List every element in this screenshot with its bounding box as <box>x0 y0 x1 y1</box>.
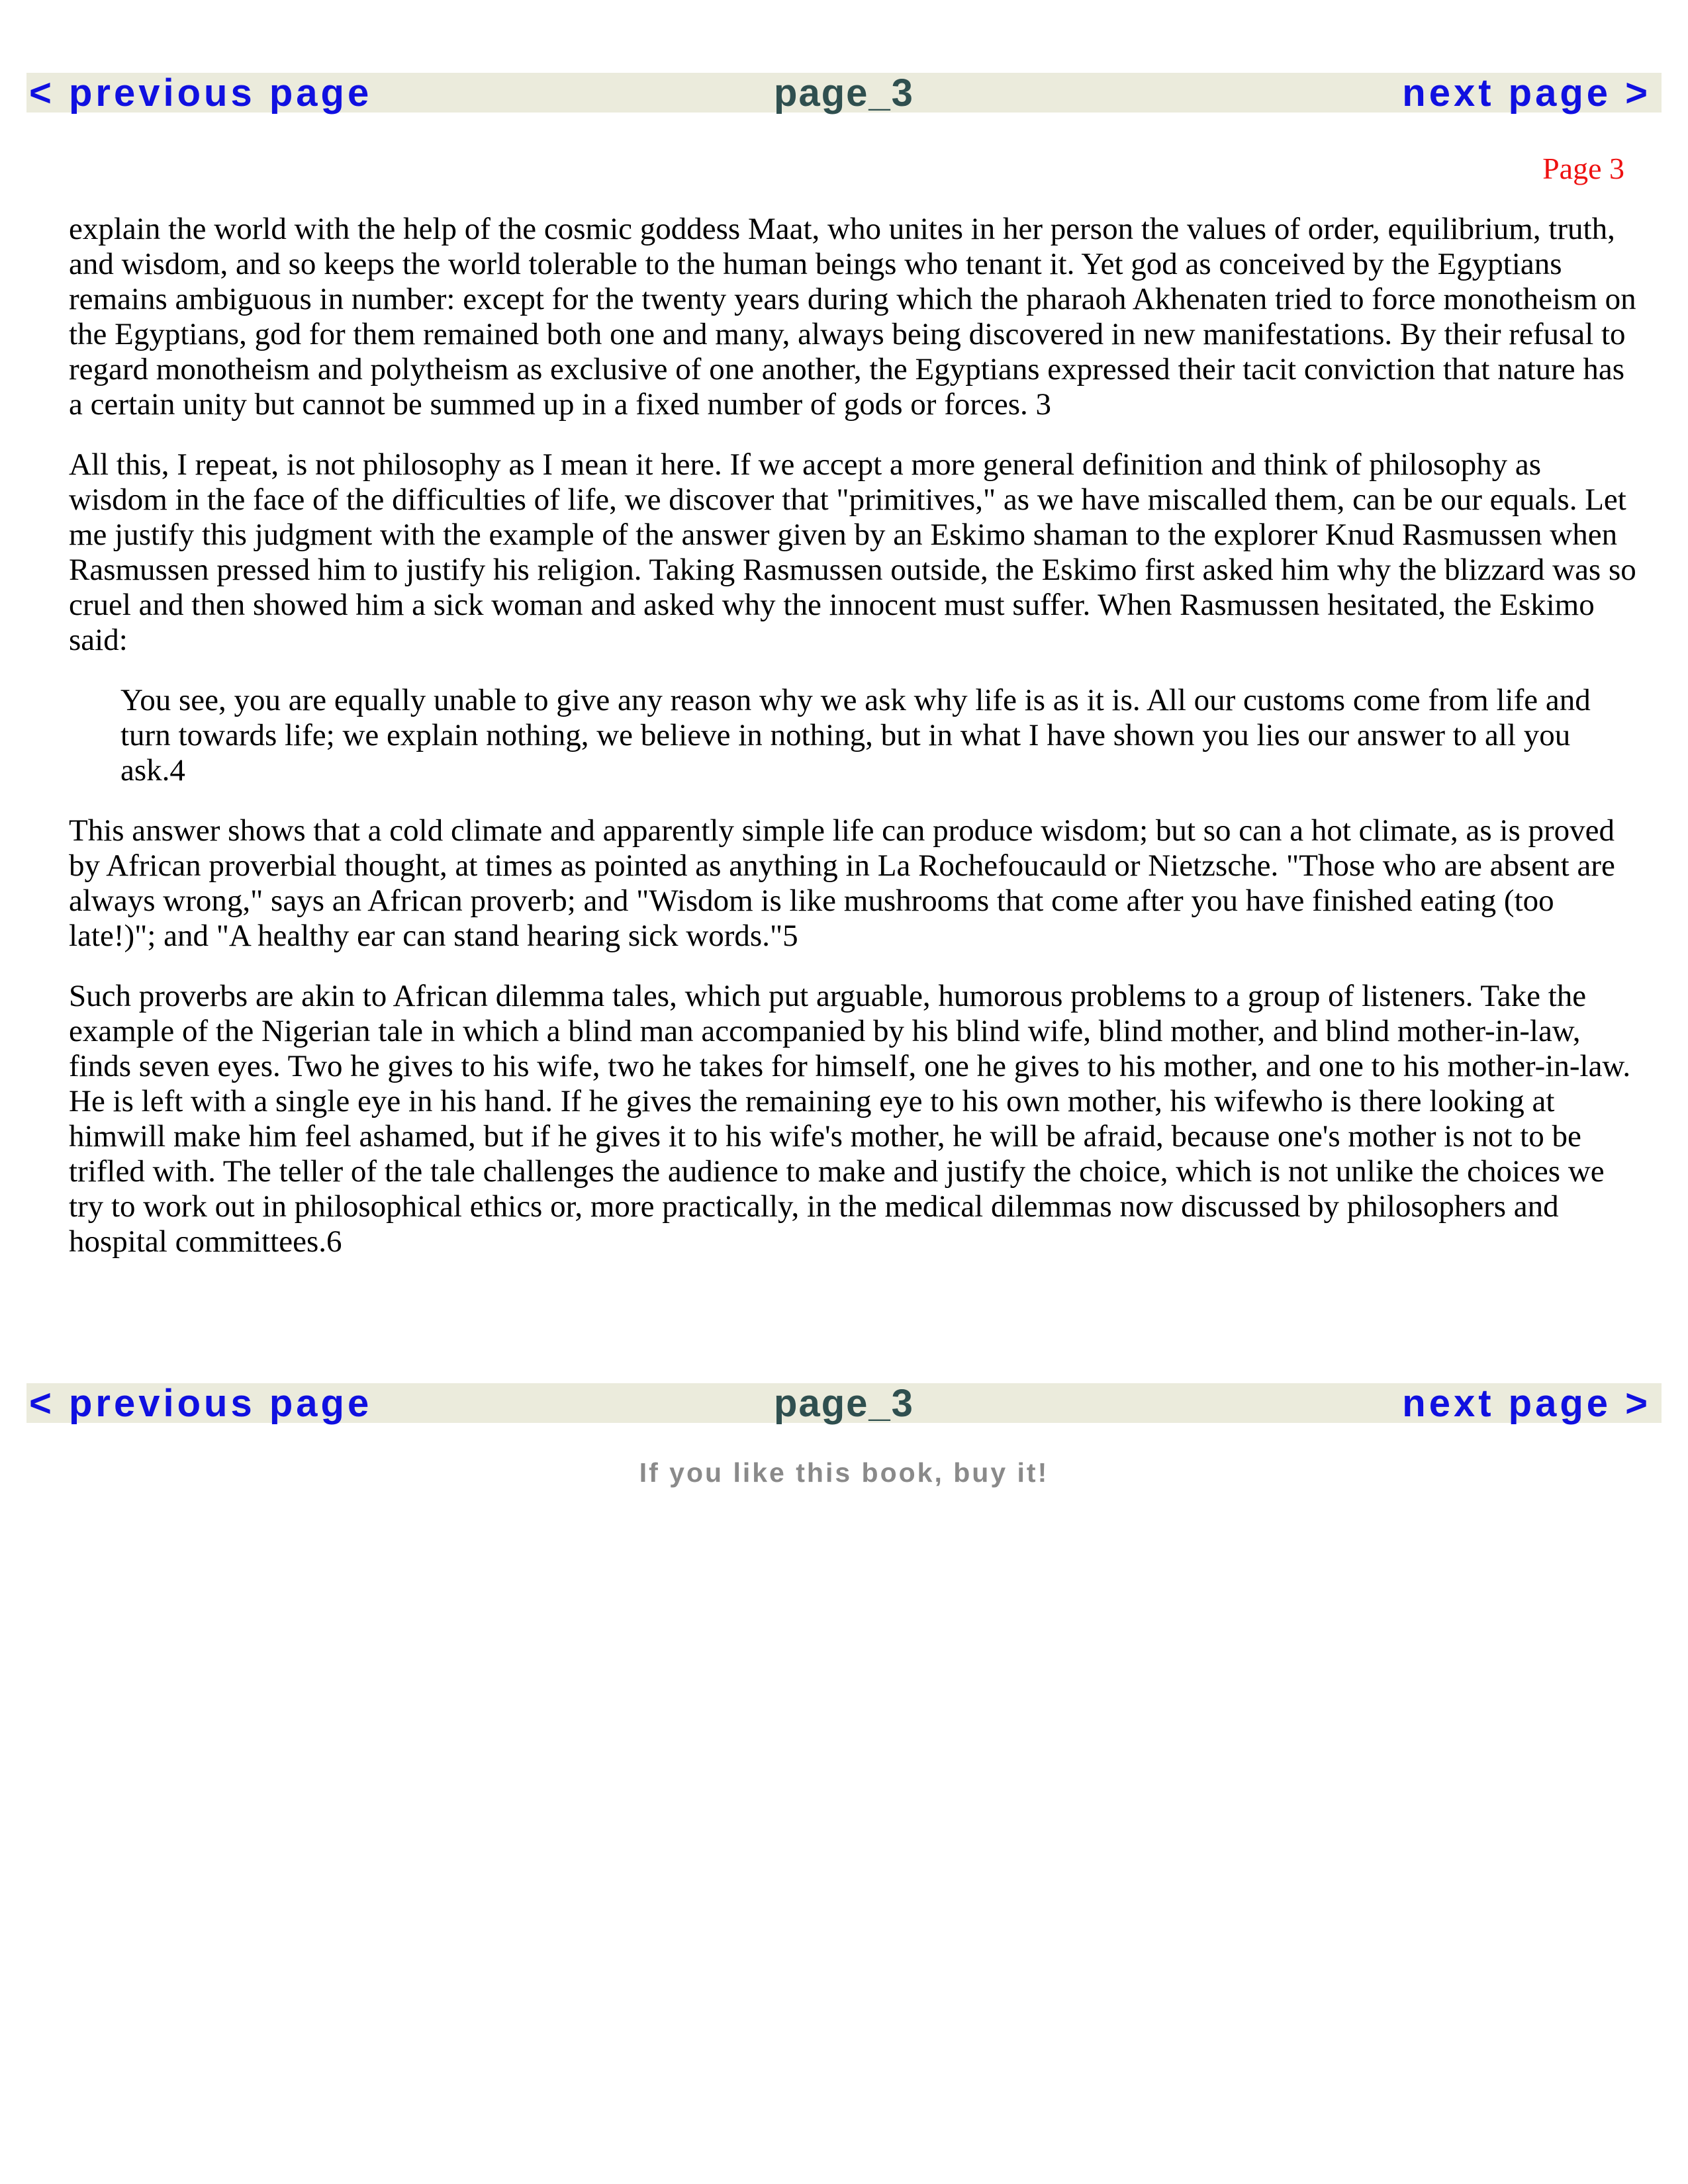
paragraph-egyptian-gods: explain the world with the help of the cosmic goddess Maat, who unites in her person the values of order, equilibrium, truth, and wisdom, and so keeps the world tolerable to the human beings who tenant it. Yet god as conceived by the Egyptians remains ambiguous in number: except for the twenty years during which the pharaoh Akhenaten tried to force monotheism on the Egyptians, god for them remained both one and many, always being discovered in new manifestations. By their refusal to regard monotheism and polytheism as exclusive of one another, the Egyptians expressed their tacit conviction that nature has a certain unity but cannot be summed up in a fixed number of gods or forces. 3 <box>69 212 1636 422</box>
paragraph-eskimo-shaman: All this, I repeat, is not philosophy as I mean it here. If we accept a more general definition and think of philosophy as wisdom in the face of the difficulties of life, we discover that "primitives," as we have miscalled them, can be our equals. Let me justify this judgment with the example of the answer given by an Eskimo shaman to the explorer Knud Rasmussen when Rasmussen pressed him to justify his religion. Taking Rasmussen outside, the Eskimo first asked him why the blizzard was so cruel and then showed him a sick woman and asked why the innocent must suffer. When Rasmussen hesitated, the Eskimo said: <box>69 447 1636 657</box>
paragraph-african-proverbs: This answer shows that a cold climate and apparently simple life can produce wisdom; but so can a hot climate, as is proved by African proverbial thought, at times as pointed as anything in La Rochefoucauld or Nietzsche. "Those who are absent are always wrong," says an African proverb; and "Wisdom is like mushrooms that come after you have finished eating (too late!)"; and "A healthy ear can stand hearing sick words."5 <box>69 813 1615 953</box>
bottom-next-page-link[interactable]: next page > <box>1402 1382 1651 1425</box>
page-number: Page 3 <box>1542 152 1624 185</box>
top-page-title: page_3 <box>774 71 914 114</box>
bottom-previous-page-link[interactable]: < previous page <box>29 1382 373 1425</box>
top-previous-page-link[interactable]: < previous page <box>29 71 373 114</box>
buy-book-notice: If you like this book, buy it! <box>639 1457 1049 1488</box>
bottom-navigation-bar <box>26 1383 1662 1423</box>
top-navigation-bar <box>26 73 1662 113</box>
bottom-page-title: page_3 <box>774 1382 914 1425</box>
book-text <box>69 212 1638 1285</box>
block-quote-eskimo: You see, you are equally unable to give any reason why we ask why life is as it is. All our customs come from life and turn towards life; we explain nothing, we believe in nothing, but in what I have shown you lies our answer to all you ask.4 <box>120 683 1591 788</box>
paragraph-dilemma-tales: Such proverbs are akin to African dilemma tales, which put arguable, humorous problems to a group of listeners. Take the example of the Nigerian tale in which a blind man accompanied by his blind wife, blind mother, and blind mother-in-law, finds seven eyes. Two he gives to his wife, two he takes for himself, one he gives to his mother, and one to his mother-in-law. He is left with a single eye in his hand. If he gives the remaining eye to his own mother, his wifewho is there looking at himwill make him feel ashamed, but if he gives it to his wife's mother, he will be afraid, because one's mother is not to be trifled with. The teller of the tale challenges the audience to make and justify the choice, which is not unlike the choices we try to work out in philosophical ethics or, more practically, in the medical dilemmas now discussed by philosophers and hospital committees.6 <box>69 979 1631 1259</box>
top-next-page-link[interactable]: next page > <box>1402 71 1651 114</box>
